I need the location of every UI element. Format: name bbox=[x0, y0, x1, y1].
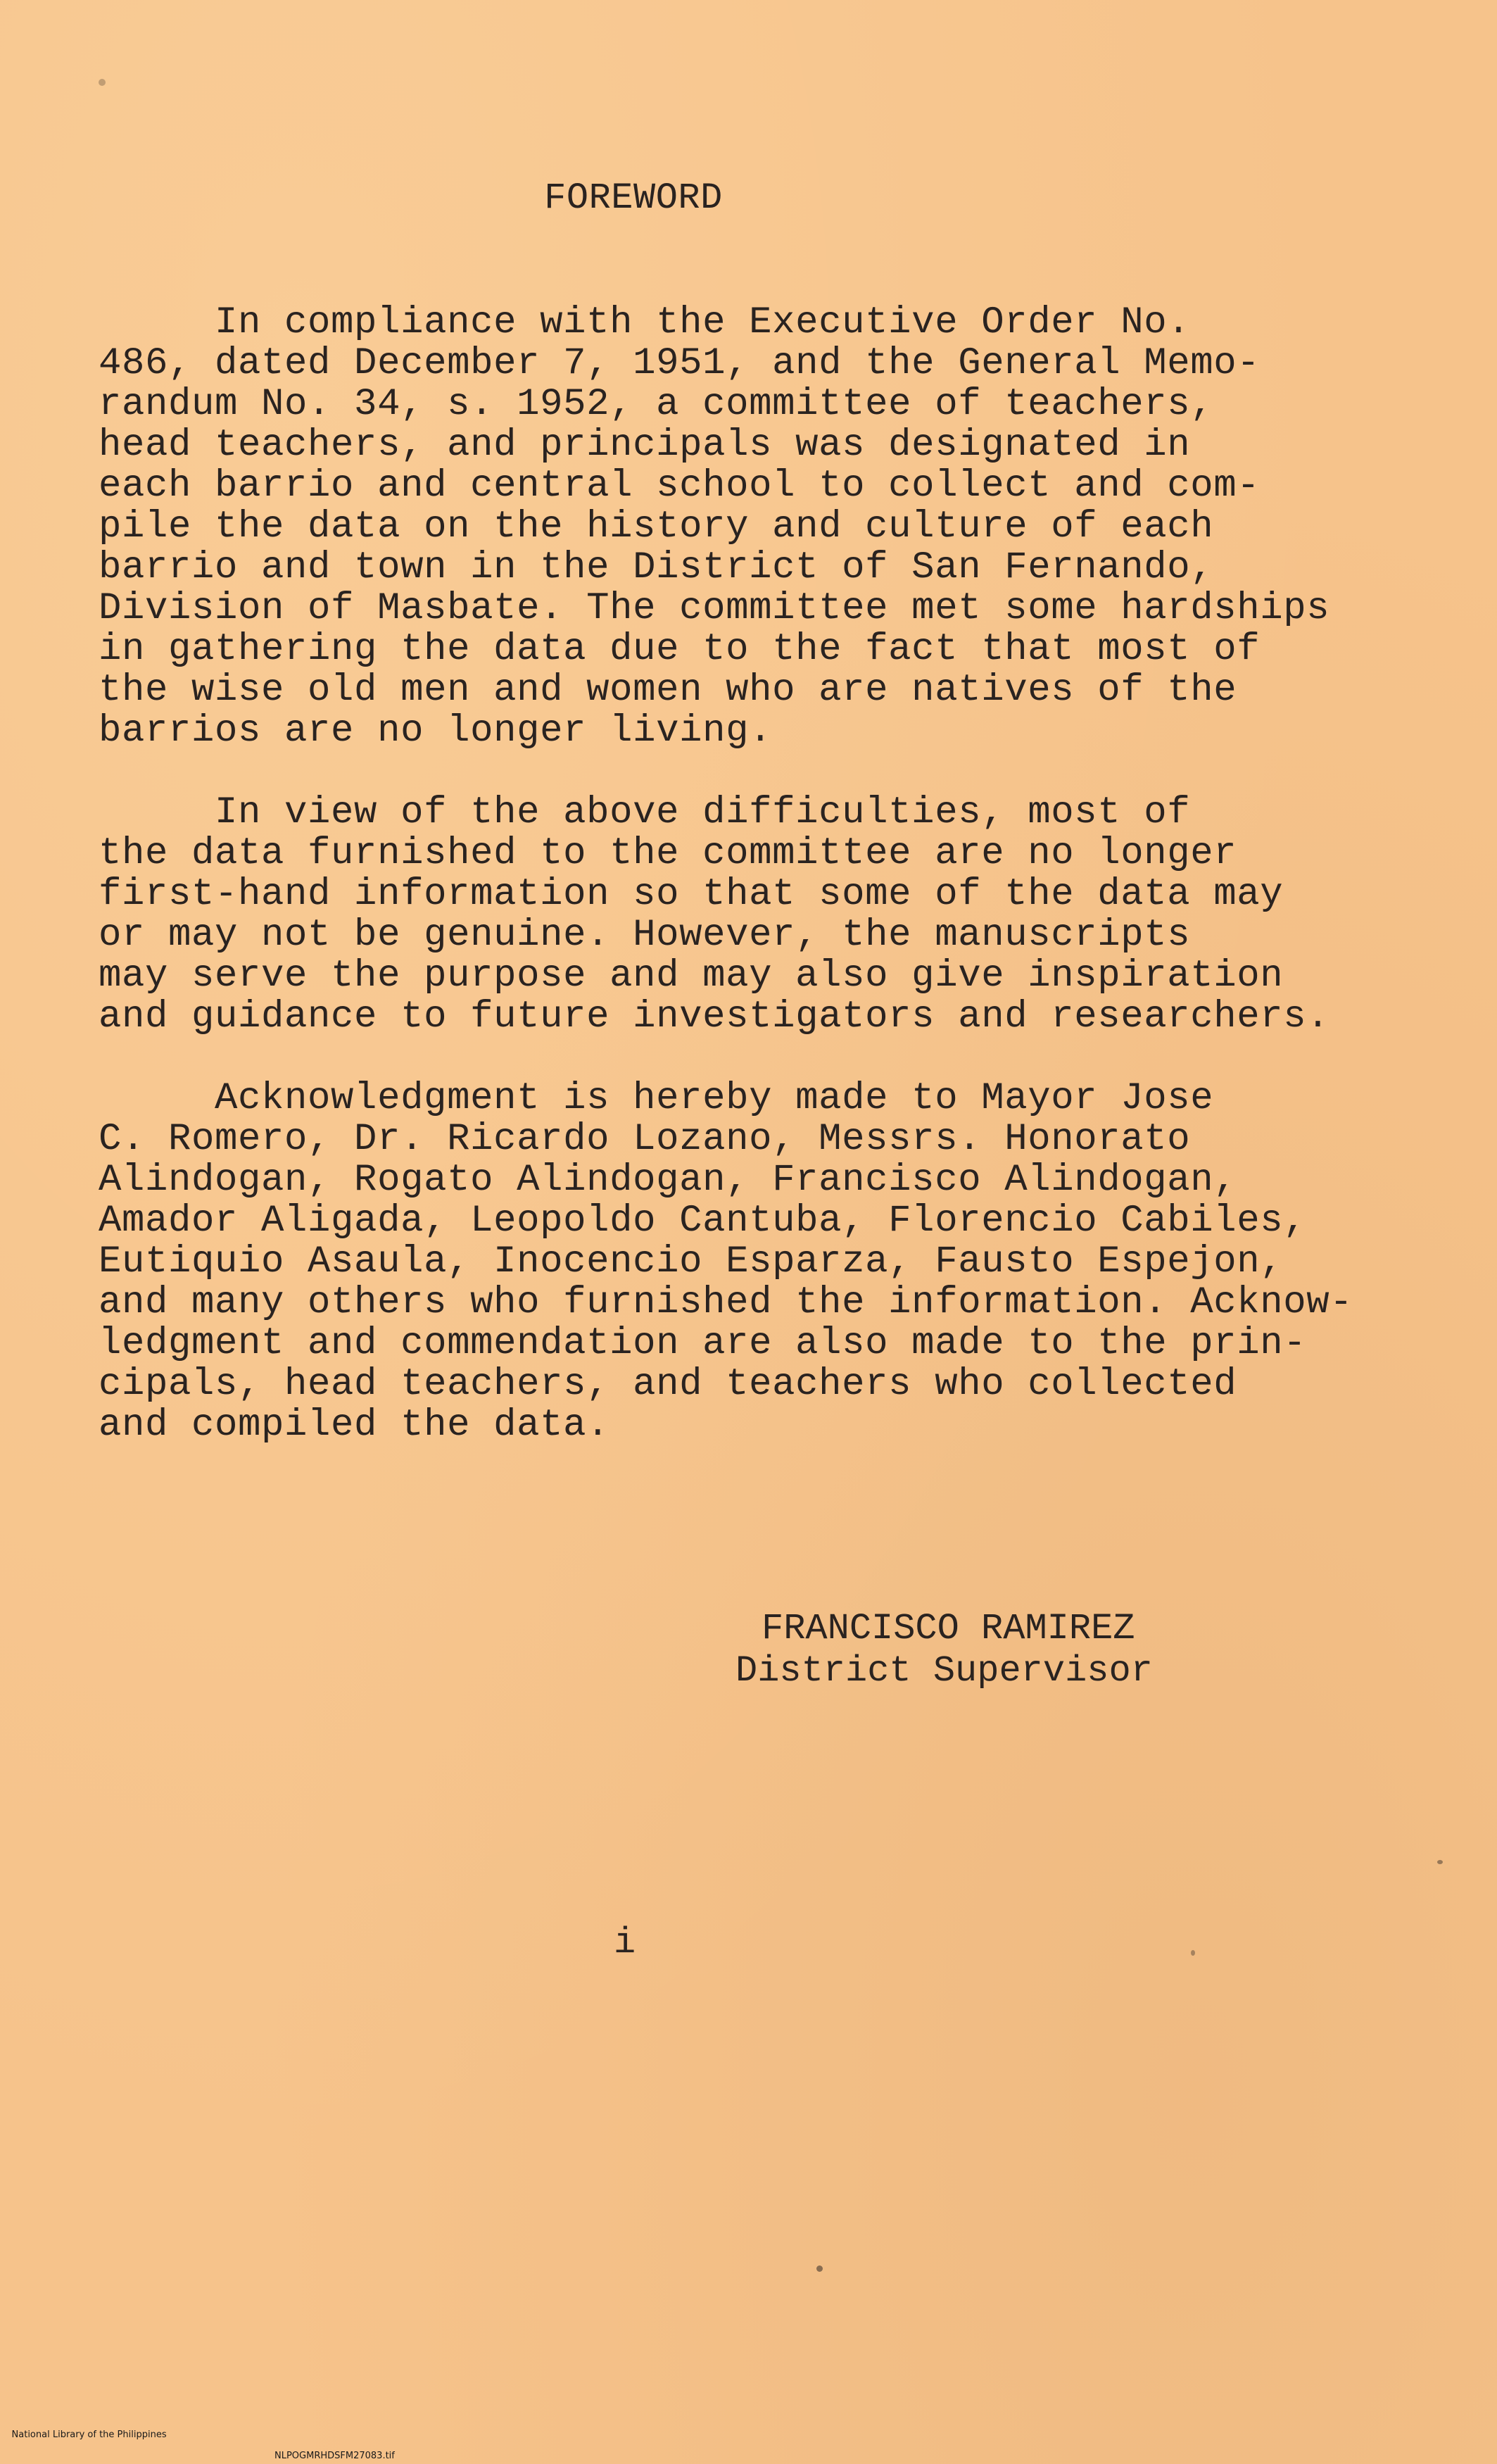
library-label: National Library of the Philippines bbox=[11, 2430, 167, 2440]
text-line: and many others who furnished the information. Acknow- bbox=[99, 1281, 1353, 1324]
scan-speck bbox=[1191, 1950, 1195, 1956]
text-line: or may not be genuine. However, the manuscripts bbox=[99, 914, 1191, 957]
text-line: In view of the above difficulties, most of bbox=[99, 791, 1191, 834]
text-line: pile the data on the history and culture of each bbox=[99, 505, 1214, 548]
text-line: barrio and town in the District of San Fernando, bbox=[99, 546, 1214, 589]
page-title: FOREWORD bbox=[544, 177, 723, 219]
text-line: the wise old men and women who are natives of the bbox=[99, 669, 1237, 712]
text-line: In compliance with the Executive Order No. bbox=[99, 301, 1191, 344]
text-line: C. Romero, Dr. Ricardo Lozano, Messrs. Honorato bbox=[99, 1118, 1191, 1161]
text-line: the data furnished to the committee are no longer bbox=[99, 832, 1237, 875]
text-line: Acknowledgment is hereby made to Mayor Jose bbox=[99, 1077, 1214, 1120]
text-line: Division of Masbate. The committee met some hardships bbox=[99, 587, 1330, 630]
text-line: ledgment and commendation are also made to the prin- bbox=[99, 1322, 1307, 1365]
text-line: and guidance to future investigators and researchers. bbox=[99, 995, 1330, 1038]
scan-footer bbox=[0, 2419, 395, 2461]
scan-speck bbox=[1437, 1860, 1443, 1864]
text-line: and compiled the data. bbox=[99, 1404, 610, 1447]
text-line: first-hand information so that some of the data may bbox=[99, 873, 1284, 916]
text-line: each barrio and central school to collect and com- bbox=[99, 465, 1261, 508]
text-line: 486, dated December 7, 1951, and the General Memo- bbox=[99, 342, 1261, 385]
signature-title: District Supervisor bbox=[735, 1650, 1153, 1692]
text-line: barrios are no longer living. bbox=[99, 710, 773, 753]
text-line: randum No. 34, s. 1952, a committee of teachers, bbox=[99, 383, 1214, 426]
text-line: head teachers, and principals was designated in bbox=[99, 424, 1191, 467]
signature-name: FRANCISCO RAMIREZ bbox=[762, 1608, 1135, 1649]
text-line: Alindogan, Rogato Alindogan, Francisco Alindogan, bbox=[99, 1159, 1237, 1202]
text-line: may serve the purpose and may also give inspiration bbox=[99, 955, 1284, 998]
text-line: Amador Aligada, Leopoldo Cantuba, Florencio Cabiles, bbox=[99, 1200, 1307, 1243]
text-line: in gathering the data due to the fact that most of bbox=[99, 628, 1261, 671]
scan-speck bbox=[816, 2265, 823, 2272]
page-number: i bbox=[614, 1922, 636, 1963]
text-line: Eutiquio Asaula, Inocencio Esparza, Fausto Espejon, bbox=[99, 1240, 1284, 1283]
scan-speck bbox=[99, 79, 106, 86]
file-name: NLPOGMRHDSFM27083.tif bbox=[274, 2451, 395, 2461]
text-line: cipals, head teachers, and teachers who collected bbox=[99, 1363, 1237, 1406]
